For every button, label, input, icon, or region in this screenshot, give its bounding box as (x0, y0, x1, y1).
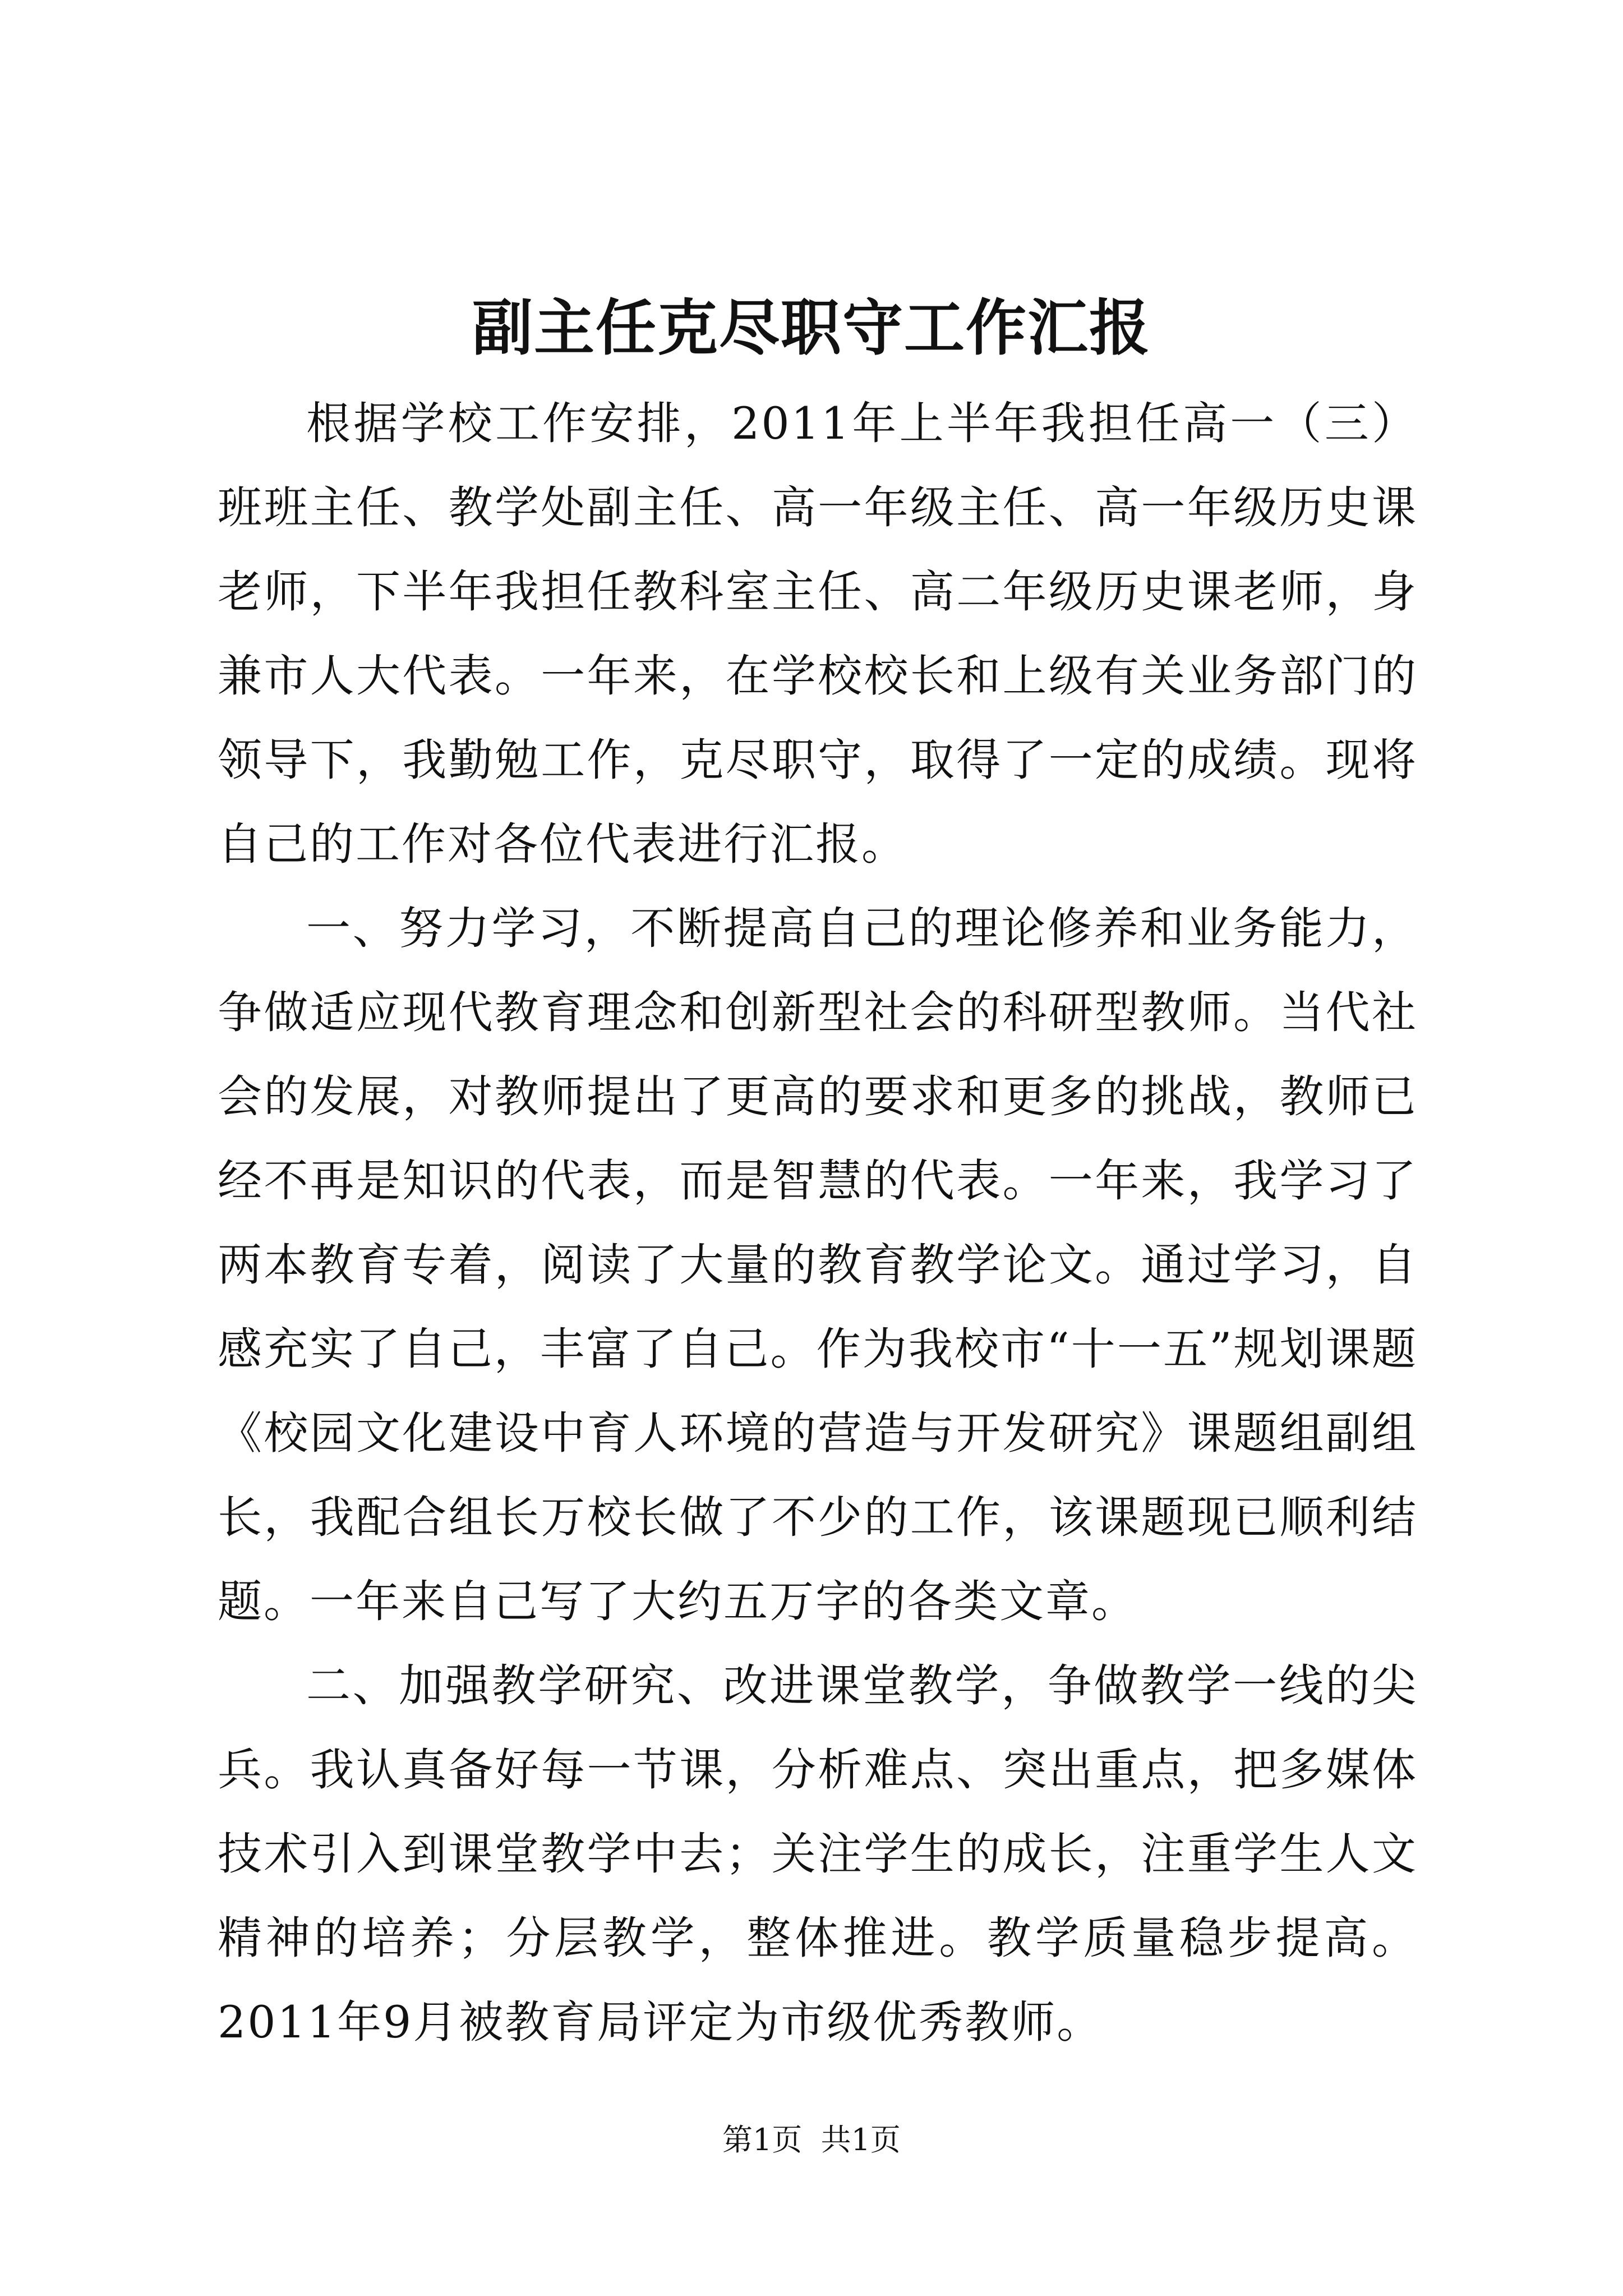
document-body (218, 381, 1418, 2064)
document-title: 副主任克尽职守工作汇报 (472, 293, 1151, 364)
paragraph-intro: 根据学校工作安排，2011年上半年我担任高一（三）班班主任、教学处副主任、高一年级主任、高一年级历史课老师，下半年我担任教科室主任、高二年级历史课老师，身兼市人大代表。一年来，在学校校长和上级有关业务部门的领导下，我勤勉工作，克尽职守，取得了一定的成绩。现将自己的工作对各位代表进行汇报。 (218, 398, 1418, 870)
page-footer (0, 2120, 1623, 2160)
paragraph-section-one: 一、努力学习，不断提高自己的理论修养和业务能力，争做适应现代教育理念和创新型社会的科研型教师。当代社会的发展，对教师提出了更高的要求和更多的挑战，教师已经不再是知识的代表，而是智慧的代表。一年来，我学习了两本教育专着，阅读了大量的教育教学论文。通过学习，自感充实了自己，丰富了自己。作为我校市“十一五”规划课题《校园文化建设中育人环境的营造与开发研究》课题组副组长，我配合组长万校长做了不少的工作，该课题现已顺利结题。一年来自己写了大约五万字的各类文章。 (218, 903, 1418, 1627)
paragraph-section-two: 二、加强教学研究、改进课堂教学，争做教学一线的尖兵。我认真备好每一节课，分析难点、突出重点，把多媒体技术引入到课堂教学中去；关注学生的成长，注重学生人文精神的培养；分层教学，整体推进。教学质量稳步提高。2011年9月被教育局评定为市级优秀教师。 (218, 1660, 1418, 2048)
page-total: 共1页 (820, 2122, 901, 2157)
page-number: 第1页 (722, 2122, 803, 2157)
